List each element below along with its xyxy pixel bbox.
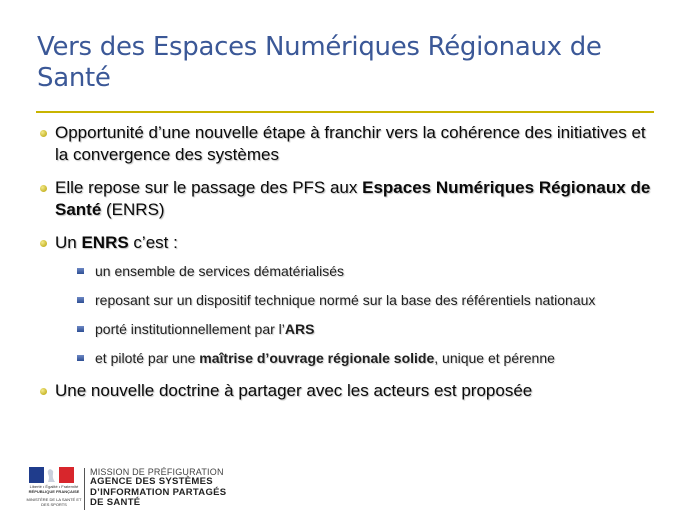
square-bullet-icon: [77, 355, 84, 361]
subbullet-ars: [36, 320, 656, 339]
bullet-enrs-passage: [36, 177, 656, 221]
footer-divider: [84, 468, 85, 510]
bullet-text-post: c’est :: [128, 233, 178, 252]
round-bullet-icon: [40, 185, 47, 192]
subbullet-text: un ensemble de services dématérialisés: [95, 263, 345, 279]
bullet-text-pre: Un: [55, 233, 82, 252]
bullet-opportunity: [36, 122, 656, 166]
bullet-text: Opportunité d’une nouvelle étape à franchir vers la cohérence des initiatives et la convergence des systèmes: [55, 123, 646, 164]
subbullet-technique: [36, 291, 656, 310]
french-flag-icon: [29, 467, 74, 483]
logo-ministry: MINISTÈRE DE LA SANTÉ ET DES SPORTS: [26, 497, 82, 507]
subbullet-text-bold: maîtrise d’ouvrage régionale solide: [199, 350, 435, 366]
subbullet-moa: [36, 349, 656, 368]
bullet-text-post: (ENRS): [101, 200, 165, 219]
bullet-text: Une nouvelle doctrine à partager avec les acteurs est proposée: [55, 381, 533, 400]
slide-body: [36, 122, 656, 413]
bullet-text-bold: Espaces Numériques Régionaux de Santé: [55, 178, 651, 219]
square-bullet-icon: [77, 268, 84, 274]
bullet-text-pre: Elle repose sur le passage des PFS aux: [55, 178, 363, 197]
logo-motto: Liberté • Égalité • Fraternité: [29, 484, 79, 489]
title-underline: [36, 111, 654, 113]
subbullet-text-post: , unique et pérenne: [434, 350, 555, 366]
bullet-doctrine: [36, 380, 656, 402]
round-bullet-icon: [40, 240, 47, 247]
bullet-text-bold: ENRS: [81, 233, 129, 252]
square-bullet-icon: [77, 297, 84, 303]
logo-country: RÉPUBLIQUE FRANÇAISE: [28, 489, 80, 494]
round-bullet-icon: [40, 130, 47, 137]
square-bullet-icon: [77, 326, 84, 332]
agency-line-2: D’INFORMATION PARTAGÉS: [90, 486, 227, 498]
subbullet-text-pre: porté institutionnellement par l’: [95, 321, 285, 337]
subbullet-text: reposant sur un dispositif technique normé sur la base des référentiels nationaux: [95, 292, 596, 308]
subbullet-services: [36, 262, 656, 281]
bullet-enrs-definition: [36, 232, 656, 254]
subbullet-text-bold: ARS: [284, 321, 315, 337]
round-bullet-icon: [40, 388, 47, 395]
agency-line-3: DE SANTÉ: [90, 497, 141, 508]
agency-line-1: AGENCE DES SYSTÈMES: [90, 476, 213, 487]
mission-label: MISSION DE PRÉFIGURATION: [90, 467, 224, 477]
agency-name: [90, 477, 290, 509]
subbullet-text-pre: et piloté par une: [95, 350, 200, 366]
slide-title: Vers des Espaces Numériques Régionaux de Santé: [37, 32, 602, 93]
marianne-logo: [26, 467, 82, 511]
